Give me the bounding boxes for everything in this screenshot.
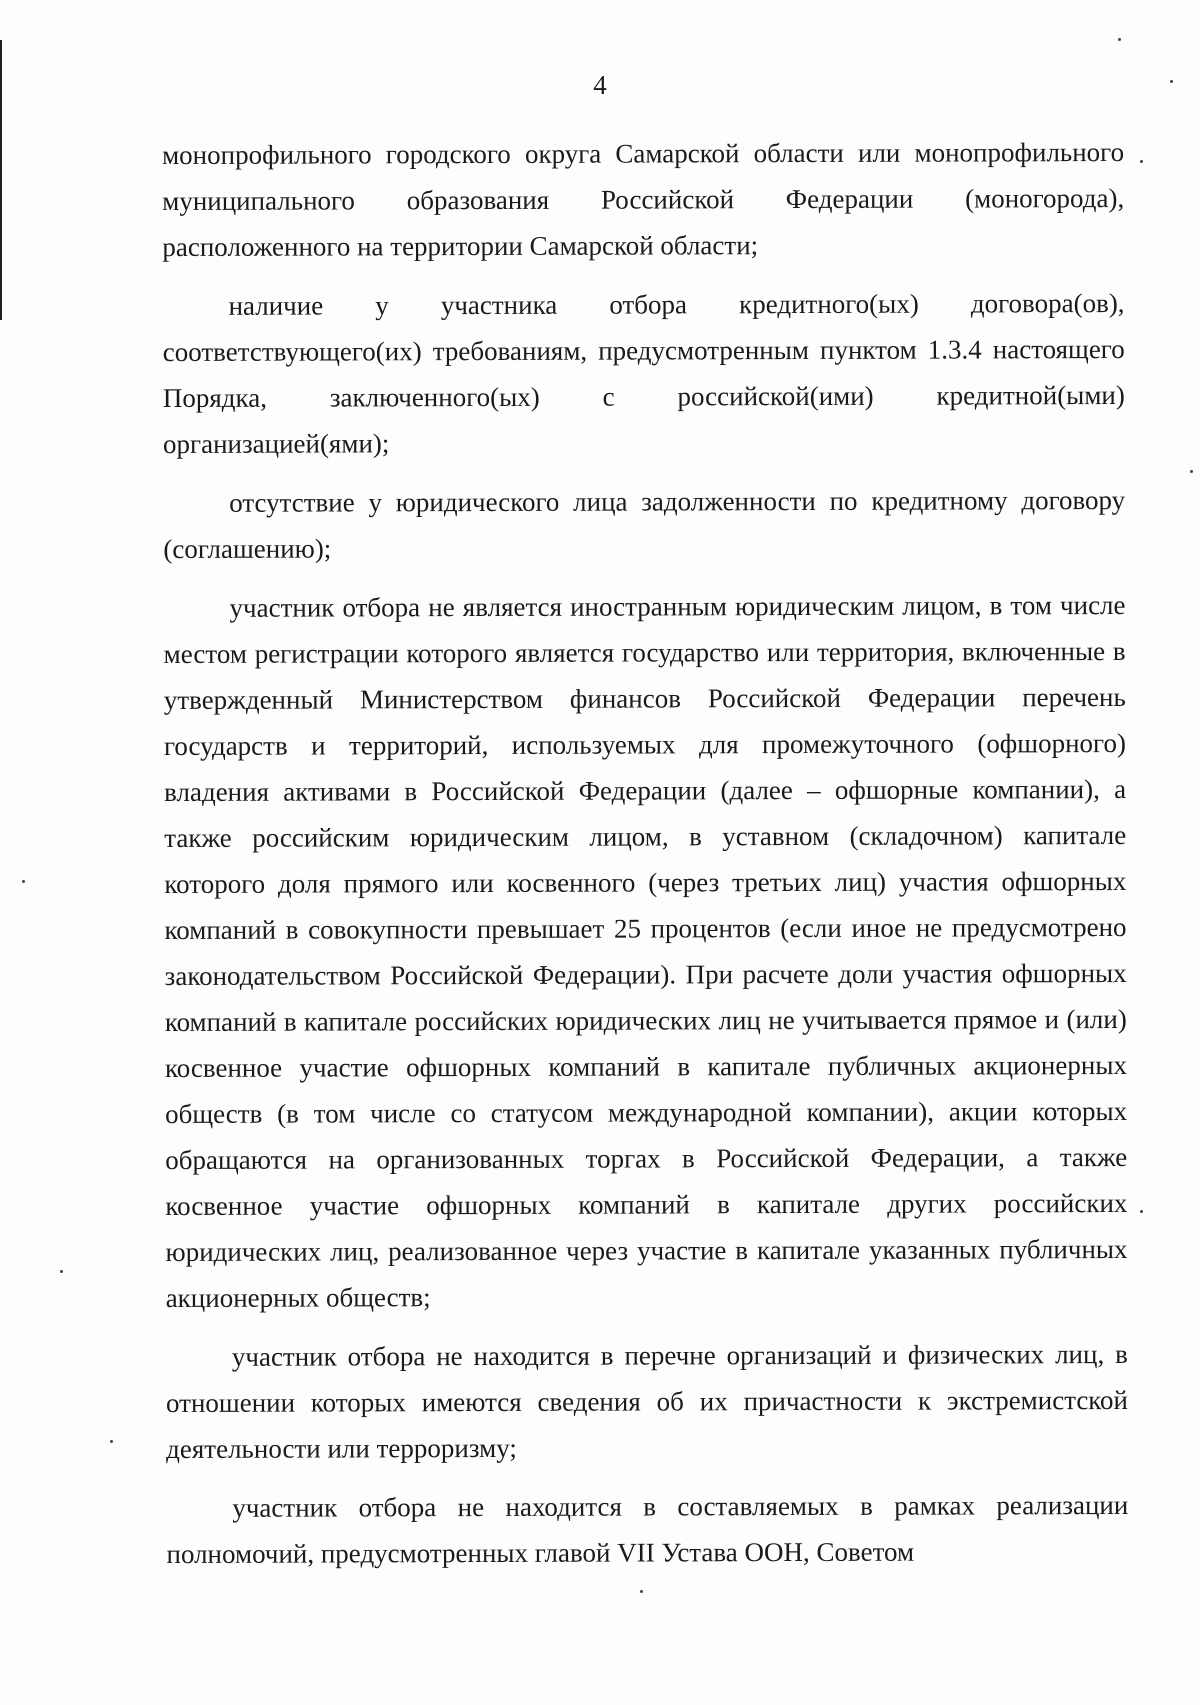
- scan-speck: [1190, 470, 1193, 473]
- document-body: [162, 129, 1129, 1590]
- scan-speck: [1118, 38, 1121, 41]
- scan-speck: [1140, 1210, 1143, 1213]
- scan-speck: [640, 1590, 643, 1593]
- paragraph-un-sanctions: участник отбора не находится в составляемых в рамках реализации полномочий, предусмотренных главой VII Устава ООН, Советом: [166, 1489, 1129, 1569]
- scan-speck: [60, 1270, 63, 1273]
- paragraph-offshore: участник отбора не является иностранным юридическим лицом, в том числе местом регистрации которого является государство или территория, включенные в утвержденный Министерством финансов Российской Федерации перечень государств и территорий, используемых для промежуточного (офшорного) владения активами в Российской Федерации (далее – офшорные компании), а также российским юридическим лицом, в уставном (складочном) капитале которого доля прямого или косвенного (через третьих лиц) участия офшорных компаний в совокупности превышает 25 процентов (если иное не предусмотрено законодательством Российской Федерации). При расчете доли участия офшорных компаний в капитале российских юридических лиц не учитывается прямое и (или) косвенное участие офшорных компаний в капитале публичных акционерных обществ (в том числе со статусом международной компании), акции которых обращаются на организованных торгах в Российской Федерации, а также косвенное участие офшорных компаний в капитале других российских юридических лиц, реализованное через участие в капитале указанных публичных акционерных обществ;: [163, 589, 1128, 1313]
- scan-speck: [1170, 80, 1173, 83]
- scan-speck: [22, 880, 25, 883]
- paragraph-credit-agreement: наличие у участника отбора кредитного(ых) договора(ов), соответствующего(их) требованиям, предусмотренным пунктом 1.3.4 настоящего Порядка, заключенного(ых) с российской(ими) кредитной(ыми) организацией(ями);: [162, 287, 1125, 459]
- scan-speck: [1140, 160, 1143, 163]
- paragraph-monotown: монопрофильного городского округа Самарской области или монопрофильного муниципального образования Российской Федерации (моногорода), расположенного на территории Самарской области;: [162, 136, 1125, 262]
- paragraph-no-debt: отсутствие у юридического лица задолженности по кредитному договору (соглашению);: [163, 484, 1126, 564]
- scan-speck: [110, 1440, 113, 1443]
- paragraph-extremism-list: участник отбора не находится в перечне организаций и физических лиц, в отношении которых имеются сведения об их причастности к экстремистской деятельности или терроризму;: [165, 1338, 1129, 1464]
- page-number: 4: [593, 70, 607, 100]
